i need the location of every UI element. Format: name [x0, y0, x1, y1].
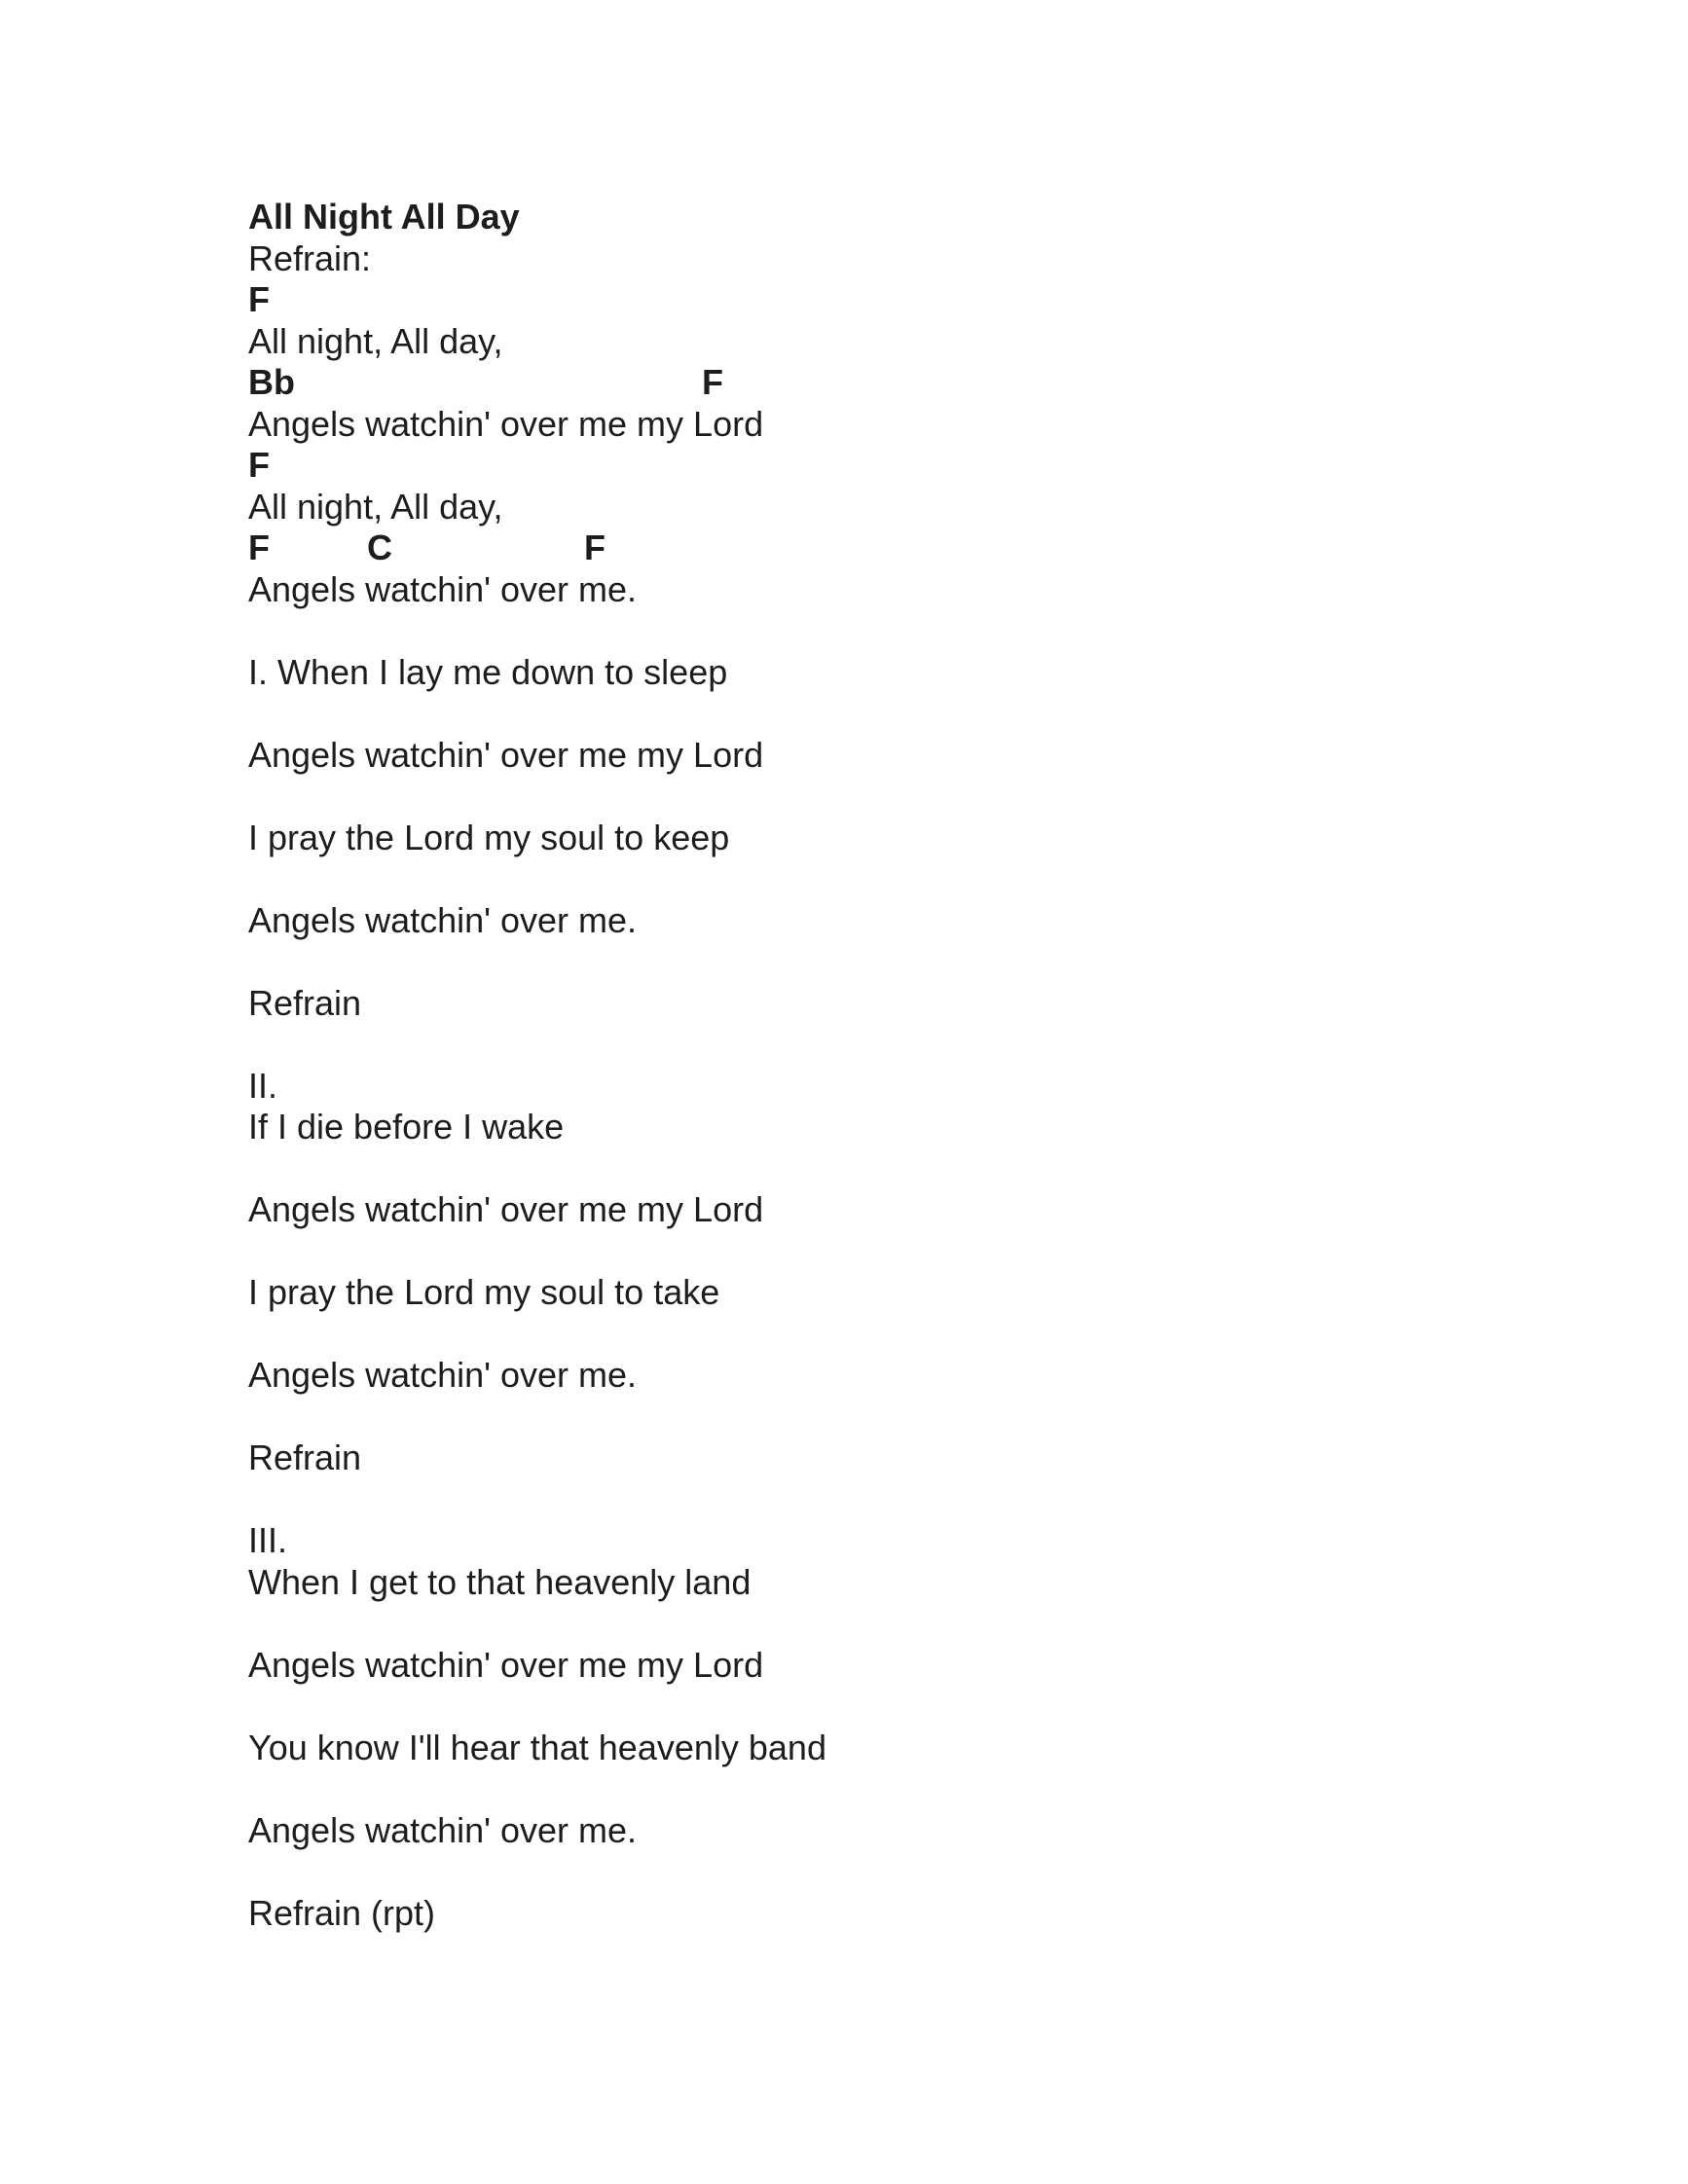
spacer: [248, 1231, 1514, 1273]
lyric-line: All night, All day,: [248, 486, 503, 527]
verse-3-number: III.: [248, 1520, 288, 1560]
chord: F: [584, 528, 605, 567]
spacer: [248, 610, 1514, 652]
refrain-heading: Refrain:: [248, 237, 372, 278]
verse-2-line: If I die before I wake: [248, 1107, 565, 1147]
spacer: [248, 1603, 1514, 1645]
spacer: [248, 776, 1514, 818]
spacer: [248, 1479, 1514, 1521]
verse-2-line: Angels watchin' over me my Lord: [248, 1189, 764, 1229]
verse-1-line: I pray the Lord my soul to keep: [248, 817, 730, 857]
spacer: [248, 1148, 1514, 1190]
spacer: [248, 1768, 1514, 1810]
refrain-label: Refrain: [248, 1438, 362, 1477]
verse-1-line: Angels watchin' over me my Lord: [248, 734, 764, 775]
chord: F: [702, 362, 723, 402]
lyric-line: Angels watchin' over me.: [248, 568, 638, 609]
song-title: All Night All Day: [248, 197, 520, 237]
spacer: [248, 1851, 1514, 1893]
spacer: [248, 858, 1514, 900]
chord: C: [367, 528, 392, 567]
spacer: [248, 1024, 1514, 1066]
verse-2-line: I pray the Lord my soul to take: [248, 1272, 720, 1312]
lyric-line: Angels watchin' over me my Lord: [248, 403, 764, 444]
chord-row: [248, 362, 1514, 404]
chord: Bb: [248, 362, 295, 402]
refrain-label: Refrain: [248, 982, 362, 1023]
chord-row: [248, 279, 1514, 321]
verse-3-line: When I get to that heavenly land: [248, 1561, 752, 1602]
verse-3-line: You know I'll hear that heavenly band: [248, 1727, 826, 1767]
verse-2-line: Angels watchin' over me.: [248, 1355, 638, 1395]
verse-1-line: I. When I lay me down to sleep: [248, 651, 728, 692]
song-sheet: [248, 197, 1514, 1934]
lyric-line: All night, All day,: [248, 320, 503, 361]
verse-3-line: Angels watchin' over me my Lord: [248, 1644, 764, 1685]
chord: F: [248, 279, 270, 319]
chord: F: [248, 445, 270, 485]
spacer: [248, 1314, 1514, 1356]
refrain-label: Refrain (rpt): [248, 1892, 436, 1933]
verse-3-line: Angels watchin' over me.: [248, 1809, 638, 1850]
chord: F: [248, 528, 270, 567]
verse-1-line: Angels watchin' over me.: [248, 899, 638, 940]
spacer: [248, 941, 1514, 983]
chord-row: [248, 528, 1514, 569]
chord-row: [248, 445, 1514, 487]
spacer: [248, 1397, 1514, 1438]
spacer: [248, 693, 1514, 735]
spacer: [248, 1686, 1514, 1728]
verse-2-number: II.: [248, 1065, 278, 1106]
